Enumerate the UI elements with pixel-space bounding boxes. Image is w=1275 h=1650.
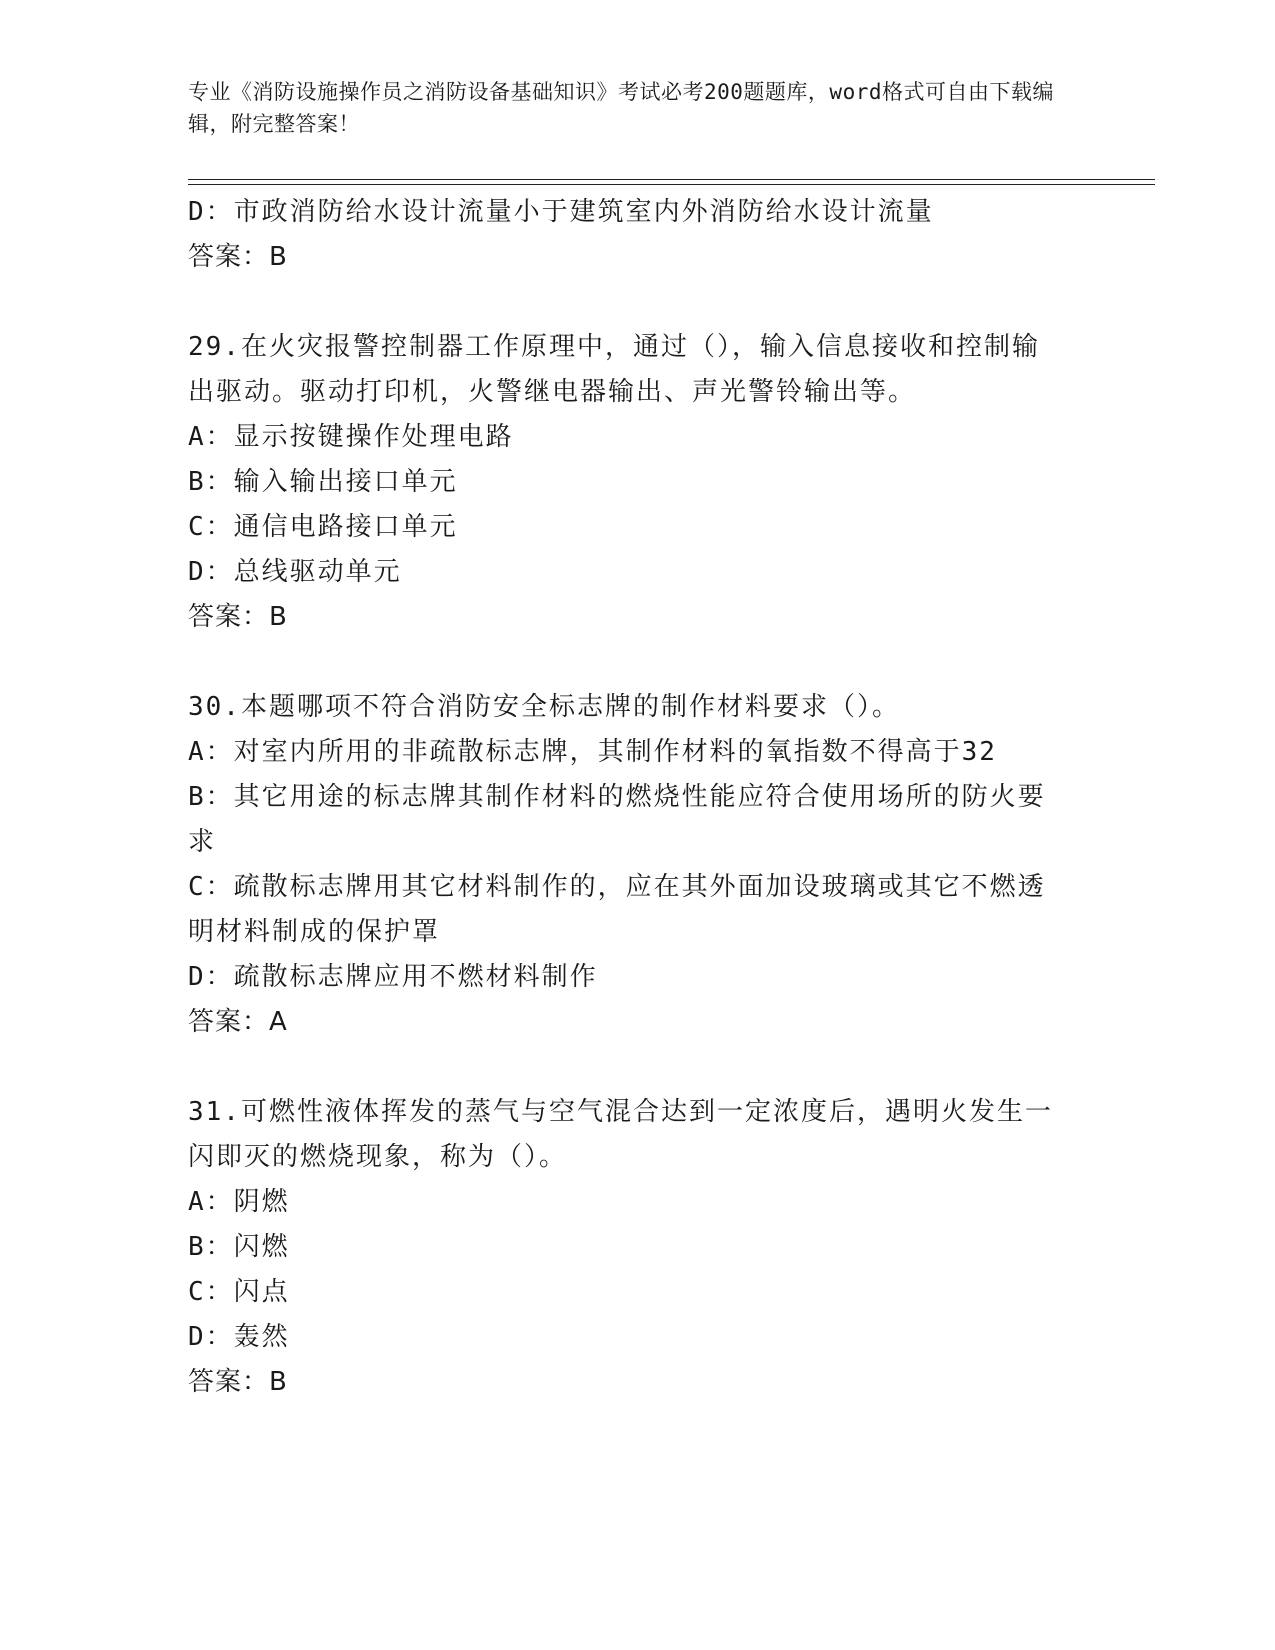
option-b: B：其它用途的标志牌其制作材料的燃烧性能应符合使用场所的防火要 <box>188 782 1046 812</box>
question-stem: 29.在火灾报警控制器工作原理中，通过（），输入信息接收和控制输 <box>188 332 1040 362</box>
option-c: C：疏散标志牌用其它材料制作的，应在其外面加设玻璃或其它不燃透 <box>188 872 1046 902</box>
option-b-cont: 求 <box>188 827 217 857</box>
option-b: B：闪燃 <box>188 1232 290 1262</box>
option-c-cont: 明材料制成的保护罩 <box>188 917 441 947</box>
question-stem: 30.本题哪项不符合消防安全标志牌的制作材料要求（）。 <box>188 692 900 722</box>
answer: 答案：B <box>188 602 288 632</box>
option-a: A：显示按键操作处理电路 <box>188 422 514 452</box>
answer: 答案：B <box>188 242 288 272</box>
answer: 答案：A <box>188 1007 288 1037</box>
question-28-tail <box>188 190 1068 280</box>
option-c: C：通信电路接口单元 <box>188 512 458 542</box>
header-divider-top <box>188 179 1155 180</box>
header-text: 专业《消防设施操作员之消防设备基础知识》考试必考200题题库，word格式可自由下载编辑，附完整答案！ <box>188 80 1054 136</box>
question-stem-cont: 闪即灭的燃烧现象，称为（）。 <box>188 1142 568 1172</box>
option-c: C：闪点 <box>188 1277 290 1307</box>
question-stem-cont: 出驱动。驱动打印机，火警继电器输出、声光警铃输出等。 <box>188 377 917 407</box>
question-29 <box>188 325 1068 640</box>
question-31 <box>188 1090 1068 1405</box>
question-30 <box>188 685 1068 1045</box>
header-divider-bottom <box>188 184 1155 185</box>
answer: 答案：B <box>188 1367 288 1397</box>
option-d: D：疏散标志牌应用不燃材料制作 <box>188 962 598 992</box>
document-body <box>188 190 1068 1405</box>
option-d: D：总线驱动单元 <box>188 557 402 587</box>
option-d: D：市政消防给水设计流量小于建筑室内外消防给水设计流量 <box>188 197 934 227</box>
option-b: B：输入输出接口单元 <box>188 467 458 497</box>
option-a: A：对室内所用的非疏散标志牌，其制作材料的氧指数不得高于32 <box>188 737 997 767</box>
option-d: D：轰然 <box>188 1322 290 1352</box>
question-stem: 31.可燃性液体挥发的蒸气与空气混合达到一定浓度后，遇明火发生一 <box>188 1097 1053 1127</box>
document-header <box>188 76 1068 140</box>
option-a: A：阴燃 <box>188 1187 290 1217</box>
